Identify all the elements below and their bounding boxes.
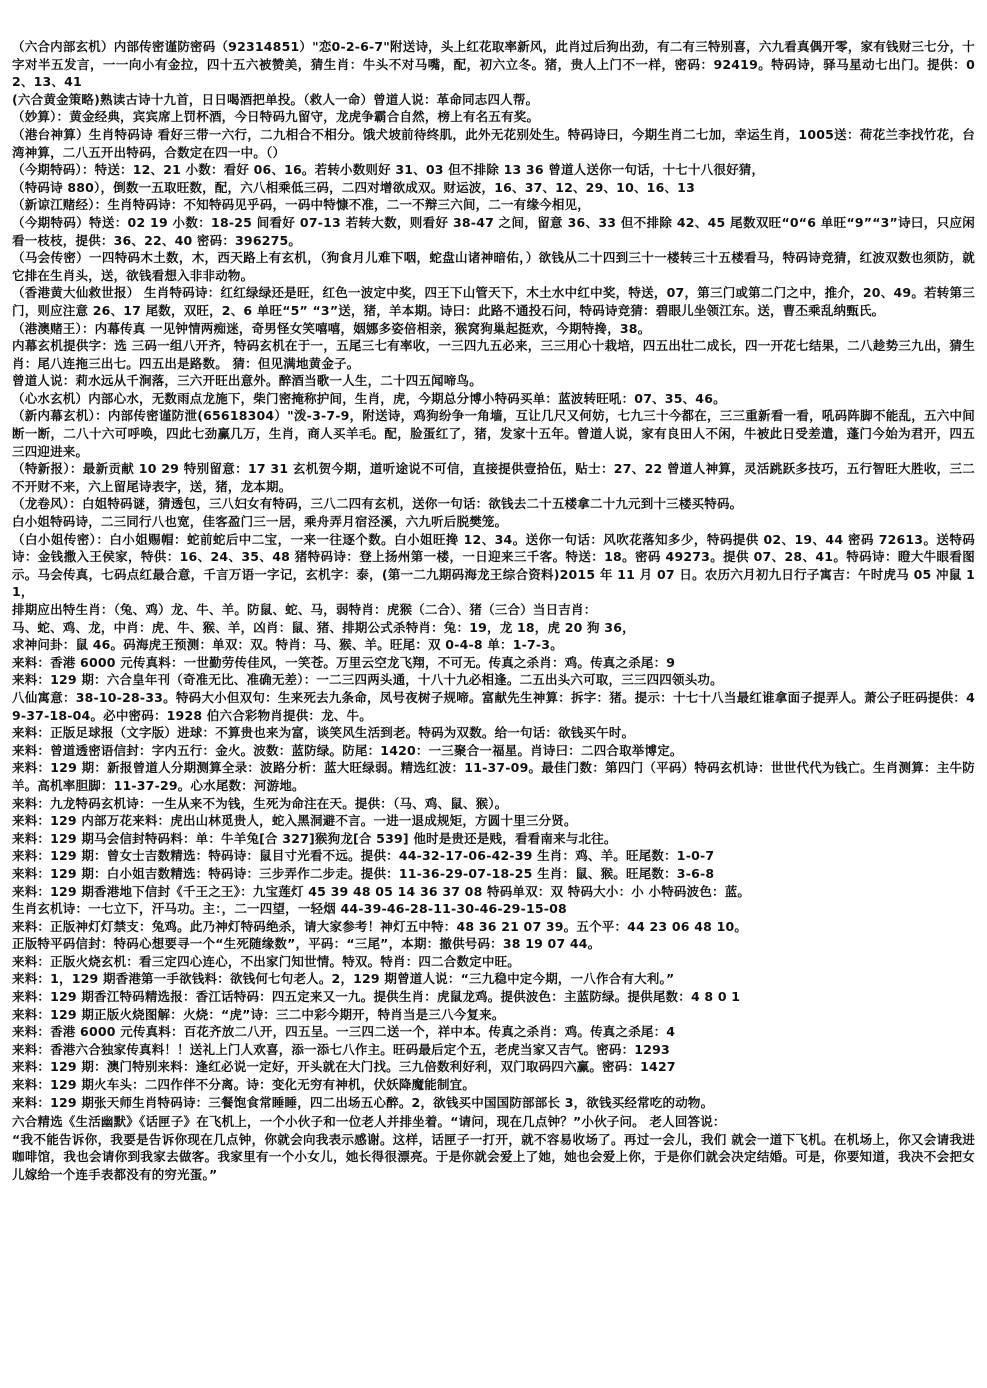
paragraph: 正版特平码信封：特码心想要寻一个“生死随缘数”，平码：“三尾”，本期：撤供号码：38 19 07 44。 [12, 936, 601, 952]
paragraph: 来料：129 期：澳门特别来料：逢红必说一定好，开头就在大门找。三九倍数利好利，双门取码四六赢。密码：1427 [12, 1059, 676, 1075]
paragraph: 来料：正版神灯灯禁支：兔鸡。此乃神灯特码绝杀，请大家参考！神灯五中特：48 36 21 07 39。五个平：44 23 06 48 10。 [12, 918, 748, 934]
paragraph: (六合黄金策略)熟读古诗十九首，日日喝酒把单投。（救人一命）曾道人说：革命同志四人帮。 [12, 91, 539, 107]
paragraph: （马会传密）一四特码木土数，木，西天路上有玄机，（狗食月儿难下咽，蛇盘山诸神暗佑，）欲钱从二十四到三十一楼转三十五楼看马，特码诗竞猜，红波双数也须防，就它排在生肖头，送，欲钱看想入非非动物。 [12, 250, 975, 283]
paragraph: （港台神算）生肖特码诗 看好三带一六行，二九相合不相分。饿犬坡前待终肌，此外无花别处生。特码诗曰，今期生肖二七加，幸运生肖，1005送：荷花兰李找竹花，台湾神算，二八五开出特码，合数定在四一中。（） [12, 126, 975, 160]
paragraph: （特码诗 880），倒数一五取旺数，配，六八相乘低三码，二四对增欲成双。财运波，16、37、12、29、10、16、13 [12, 179, 695, 195]
paragraph: 来料：129 期：六合皇年刊（奇准无比、准确无差）：一二三四两头通，十八十九必相逢。二五出头六可取，三三四四领头功。 [12, 672, 723, 688]
paragraph: 曾道人说：莉水远从千涧落，三六开旺出意外。醉酒当歌一人生，二十四五闻啼鸟。 [12, 373, 482, 389]
paragraph: 生肖玄机诗：一七立下，汗马功。主：，二一四望，一轻烟 44-39-46-28-11-30-46-29-15-08 [12, 901, 567, 917]
paragraph: 求神问卦：鼠 46。码海虎王预测：单双：双。特肖：马、猴、羊。旺尾：双 0-4-8 单：1-7-3。 [12, 637, 563, 653]
paragraph: 来料：129 期香港地下信封《千王之王》：九宝莲灯 45 39 48 05 14 36 37 08 特码单双：双 特码大小：小 小特码波色：蓝。 [12, 883, 751, 899]
paragraph: （心水玄机）内部心水，无数雨点龙施下，柴门密掩称护间，生肖，虎，今期总分博小特码买单：蓝波转旺吼：07、35、46。 [12, 390, 726, 406]
lottery-tips-document [12, 38, 975, 1184]
paragraph: 排期应出特生肖：（兔、鸡）龙、牛、羊。防鼠、蛇、马，弱特肖：虎猴（二合）、猪（三合）当日吉肖： [12, 602, 597, 617]
paragraph: （港澳赌王）：内幕传真 一见钟情两痴迷，奇男怪女笑嘻嘻，姻娜多姿倍相亲，猴窝狗巢起挺欢，今期特搀，38。 [12, 320, 651, 336]
paragraph: 来料：1，129 期香港第一手欲钱料：欲钱何七句老人。2，129 期曾道人说：“三九稳中定今期，一八作合有大利。” [12, 971, 675, 987]
humor-story-intro: 六合精选《生活幽默》《话匣子》在飞机上，一个小伙子和一位老人并排坐着。“请问，现在几点钟？”小伙子问。 老人回答说： [12, 1114, 726, 1130]
paragraph: 马、蛇、鸡、龙，中肖：虎、牛、猴、羊，凶肖：鼠、猪、排期公式杀特肖：兔：19，龙 18，虎 20 狗 36， [12, 619, 635, 635]
paragraph: （龙卷风）：白姐特码谜，猜透包，三八妇女有特码，三八二四有玄机，送你一句话：欲钱去二十五楼拿二十九元到十三楼买特码。 [12, 496, 743, 512]
paragraph: 来料：129 期火车头：二四作伴不分离。诗：变化无穷有神机，伏妖降魔能制宜。 [12, 1077, 476, 1093]
paragraph: 来料：香港六合独家传真料！！送礼上门人欢喜，添一添七八作主。旺码最后定个五，老虎当家又吉气。密码：1293 [12, 1041, 670, 1057]
paragraph: 来料：129 期：白小姐吉数精选：特码诗：三步弄作二步走。提供：11-36-29-07-18-25 生肖：鼠、猴。旺尾数：3-6-8 [12, 865, 715, 881]
paragraph: 来料：正版足球报（文字版）进球：不算贵也来为富，谈笑风生活到老。特码为双数。给一句话：欲钱买午时。 [12, 725, 635, 741]
paragraph: 八仙寓意：38-10-28-33。特码大小但双句：生来死去九条命，凤号夜树子规啼。富献先生神算：拆字：猪。提示：十七十八当最红谁拿面子提弄人。萧公子旺码提供：49-37-18-04。必中密码：1928 伯六合彩物肖提供：龙、牛。 [12, 689, 975, 723]
paragraph: 来料：九龙特码玄机诗：一生从来不为钱，生死为命注在天。提供：（马、鸡、鼠、猴）。 [12, 795, 508, 811]
paragraph: （白小姐传密）：白小姐赐帽：蛇前蛇后中二宝，一来一往逐个数。白小姐旺搀 12、34。送你一句话：风吹花落知多少，特码提供 02、19、44 密码 72613。送特码诗：金钱撒入王侯家，特供：16、24、35、48 猪特码诗：登上扬州第一楼，一日迎来三千客。特送：18。密码 49273。提供 07、28、41。特码诗：瞪大牛眼看图示。马会传真，七码点红最合意，千言万语一字记，玄机字：泰，(第一二九期码海龙王综合资料)2015 年 11 月 07 日。农历六月初九日行子寓吉：午时虎马 05 冲鼠 11， [12, 531, 975, 600]
paragraph: 来料：129 期张天师生肖特码诗：三餐饱食常睡睡，四二出场五心醉。2，欲钱买中国国防部部长 3，欲钱买经常吃的动物。 [12, 1094, 714, 1110]
paragraph: 来料：129 期：新报曾道人分期测算全录：波路分析：蓝大旺绿弱。精选红波：11-37-09。最佳门数：第四门（平码）特码玄机诗：世世代代为钱亡。生肖测算：主牛防羊。高机率胆脚：11-37-29。心水尾数：河游地。 [12, 760, 975, 793]
paragraph: （今期特码）：特送：12、21 小数：看好 06、16。若转小数则好 31、03 但不排除 13 36 曾道人送你一句话，十七十八很好猜， [12, 162, 765, 178]
paragraph: 来料：129 期马会信封特码料：单：牛羊兔[合 327]猴狗龙[合 539] 他时是贵还是贱，看看南来与北往。 [12, 830, 617, 846]
paragraph: （六合内部玄机）内部传密谨防密码（92314851）"恋0-2-6-7"附送诗，头上红花取率新风，此肖过后狗出劲，有二有三特别喜，六九看真偶开零，家有钱财三七分，十字对半五发言，一一向小有金拉，四十五六被赞美，猜生肖：牛头不对马嘴，配，初六立冬。猪，贵人上门不一样，密码：92419。特码诗，驿马星动七出门。提供：02、13、41 [12, 39, 975, 90]
paragraph: 白小姐特码诗，二三同行八也宽，佳客盈门三一居，乘舟弄月宿泾溪，六九听后脱樊笼。 [12, 514, 508, 530]
paragraph: 来料：129 期香江特码精选报：香江话特码：四五定来又一九。提供生肖：虎鼠龙鸡。提供波色：主蓝防绿。提供尾数：4 8 0 1 [12, 989, 741, 1005]
paragraph: （香港黄大仙救世报） 生肖特码诗：红红绿绿还是旺，红色一波定中奖，四王下山管天下，木土水中红中奖，特送，07，第三门或第二门之中，推介，20、49。若转第三门，则应注意 26、17 尾数，双旺，2、6 单旺“5” “3”送，猪，羊本期。诗曰：此路不通投石问，特码诗竞猜：碧眼儿坐领江东。送，曹丕乘乱纳甄氏。 [12, 285, 975, 318]
paragraph: 来料：129 期：曾女士吉数精选：特码诗：鼠目寸光看不远。提供：44-32-17-06-42-39 生肖：鸡、羊。旺尾数：1-0-7 [12, 848, 715, 864]
paragraph: 来料：香港 6000 元传真料：百花齐放二八开，四五呈。一三四二送一个，祥中本。传真之杀肖：鸡。传真之杀尾：4 [12, 1024, 676, 1040]
paragraph: 来料：正版火烧玄机：看三定四心连心，不出家门知世情。特双。特肖：四二合数定中旺。 [12, 953, 521, 969]
paragraph: （今期特码）特送：02 19 小数：18-25 间看好 07-13 若转大数，则看好 38-47 之间，留意 36、33 但不排除 42、45 尾数双旺“0“6 单旺“9”“3”诗曰，只应闲看一枝枝，提供：36、22、40 密码：396275。 [12, 214, 975, 248]
humor-story-body: “我不能告诉你，我要是告诉你现在几点钟，你就会向我表示感谢。这样，话匣子一打开，就不容易收场了。再过一会儿，我们 就会一道下飞机。在机场上，你又会请我进咖啡馆，我也会请你到我家去做客。我家里有一个小女儿，她长得很漂亮。于是你就会爱上了她，她也会爱上你，于是你们就会决定结婚。可是，你要知道，我决不会把女儿嫁给一个连手表都没有的穷光蛋。” [12, 1131, 975, 1182]
paragraph: （新谅江赌经）：生肖特码诗：不知特码见乎码，一码中特慷不准，二一不辩三六间，二一有缘今相见， [12, 197, 590, 213]
paragraph: （妙算）：黄金经典，宾宾席上罚杯酒，今日特码九留守，龙虎争霸合自然，榜上有名五有奖。 [12, 109, 540, 125]
paragraph: 内幕玄机提供字：选 三码一组八开齐，特码玄机在于一，五尾三七有率收，一三四九五必来，三三用心十栽培，四五出壮二成长，四一开花七结果，二八趁势三九出，猜生肖：尾八连拖三出七。四五出是路数。 猜：但见满地黄金子。 [12, 338, 975, 371]
paragraph: 来料：129 内部万花来料：虎出山林觅贵人，蛇入黑洞避不言。一进一退成规矩，方圆十里三分贤。 [12, 813, 577, 829]
paragraph: （特新报）：最新贡献 10 29 特别留意：17 31 玄机贺今期，道听途说不可信，直接提供壹拾伍，贴士：27、22 曾道人神算，灵活跳跃多技巧，五行智旺大胜收，三二不开财不来，六上留尾诗表字，送，猪，龙本期。 [12, 461, 975, 494]
paragraph: 来料：曾道透密语信封：字内五行：金火。波数：蓝防绿。防尾：1420：一三聚合一福星。肖诗曰：二四合取举博定。 [12, 742, 683, 758]
paragraph: 来料：香港 6000 元传真料：一世勤劳传佳风，一笑苍。万里云空龙飞翔，不可无。传真之杀肖：鸡。传真之杀尾：9 [12, 654, 676, 670]
paragraph: （新内幕玄机）：内部传密谨防泄(65618304）"泼-3-7-9，附送诗，鸡狗纷争一角墙，互让几尺又何妨，七九三十今都在，三三重新看一看，吼码阵脚不能乱，五六中间断一断，二八十六可呼唤，四此七劲赢几万，生肖，商人买羊毛。配，脸蛋红了，猪，发家十五年。曾道人说，家有良田人不闲，牛被此日受差遣，蓬门今始为君开，四五三四迎进来。 [12, 408, 975, 459]
paragraph: 来料：129 期正版火烧图解：火烧：“虎”诗：三二中彩今期开，特肖当是三八今复来。 [12, 1006, 505, 1022]
